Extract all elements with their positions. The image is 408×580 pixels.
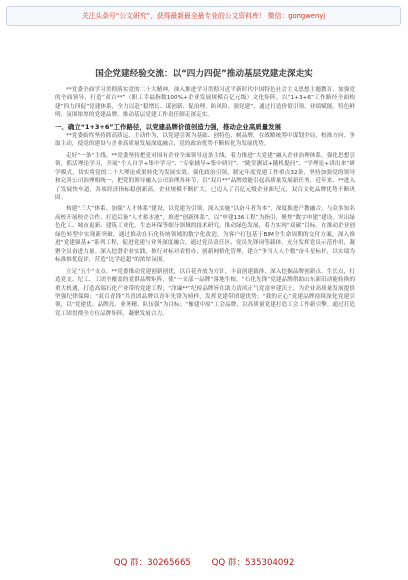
footer-qq-group-2: QQ 群：535304092 — [211, 558, 295, 568]
intro-paragraph: **党委全面学习贯彻落实党的二十大精神，深入推进学习贯彻习近平新时代中国特色社会主义思想主题教育，加强党的全面领导，打造“双百**”（职工幸福指数100%+企业发展规模百亿元级）文化矩阵，以“1+3+6”工作路径全面构建“四力四促”党建体系，全力以赴“稳增长、谋创新、促治理、防风险、强党建”，通过打造价值引领、业绩赋能、特色鲜明、氛围浓厚的党建品牌，推动基层党建工作责任制走深走实。 — [55, 87, 355, 119]
body-paragraph: 构建“三大”体系。加强“人才体系”建设，以党建为引领，深入实施“以奋斗者为本”，深度推进产教融合，与众多知名高校开展校企合作，打造后备“人才蓄水池”，推进“创新体系”，以“申建136工程”为指引，聚焦“数字申建”建设，突出绿色化工、城市更新、建筑工业化、生态环保等细分领域的技术研究，推动绿色发展，着力实现“双碳”目标。在推动企业创绿色转型中实现新突破。通过推动在石化传统领域的数字化改造，为客户打包基于BIM全生命周期的交付方案，深入推进“党建强基+”系列工程，促进党建与业务深度融合，通过党员责任区、党员先锋岗等载体，充分发挥党员示范作用，凝聚全员奋进力量。深入挖潜企业实践，推行对标对表督办，创新网格化管理，建立“争当人人个数”奋斗星标杆，以实绩为标准推优促评，营造“比学赶超”的浓厚氛围。 — [55, 206, 355, 264]
footer-qq-group-1: QQ 群：30265665 — [113, 558, 191, 568]
document-body — [55, 86, 355, 318]
document-title: 国企党建经验交流：以“四力四促”推动基层党建走深走实 — [95, 69, 313, 79]
section-heading: 一、确立“1+3+6”工作路径，以党建品牌价值创造力强，推动企业高质量发展 — [55, 122, 282, 131]
body-paragraph: **党委始终坚持抓高质运、主动作为，以党建引领为基础、创特色、树品牌，在战略统筹中谋划全局，校准方向、争取主动，使党的建设与企业高质量发展深度融合，党的政治优势不断转化为发展优势。 — [55, 132, 355, 148]
footer-contacts — [0, 556, 408, 568]
promo-banner-text: 关注头条号“公文研究”，获得最新最全最专业的公文资料库！ 微信：gongwenyj — [81, 12, 326, 20]
promo-banner — [6, 6, 401, 26]
body-paragraph: 立足“五个”支点。**党委推动党建创新创优，以百花齐放为方针，丰富创建载体，深入挖掘品牌创新点、生长点，打造党支、纪工、工团全覆盖的党群品牌矩阵，使“一支部一品牌”落地生根。“石化先锋”党建品牌借助山东新旧动能转换的重大机遇，打造高端石化产业带的党建工程；“津廉**”纪检品牌旨在助力清风正气党富申建沃土，为企业高质量发展提供坚强纪律保障；“双百青锋”共青团品牌以青年先锋为榜样，发挥党建带团建优势；“我的正心”党建品牌持续深化党建引领，以“党建优、品牌亮、业务精、队伍强”为目标；“豫建中原”工会品牌，以高质量党建打造工会工作新引擎。通过打造党工团贯彻全方位品牌矩阵，凝聚发展合力。 — [55, 268, 355, 317]
body-paragraph: 走好“一条”主线。**党委坚持把党对国有企业全面领导这条主线，着力推进“大党建”融入企业治理体系，强化思想引领，抓活理论学习，开展“个人自学+集中学习”、“专家辅导+集中研讨”、“随堂测试+随机提问”、“学理论+讲出来”研学模式，切实将党的二十大理论成果转化为发展实效。强化政治引领，制定年度党建工作重点32条，坚持加强党的领导和完善公司治理相统一，把党的领导融入公司治理各环节，以“双百**”品牌效能引起高质量发展新任务，近年来，**进入了发展快车道，各项经济指标稳创新高，企业规模不断扩大，已迈入了百亿元级企业新纪元，双百文化品牌优势不断巩固。 — [55, 152, 355, 201]
